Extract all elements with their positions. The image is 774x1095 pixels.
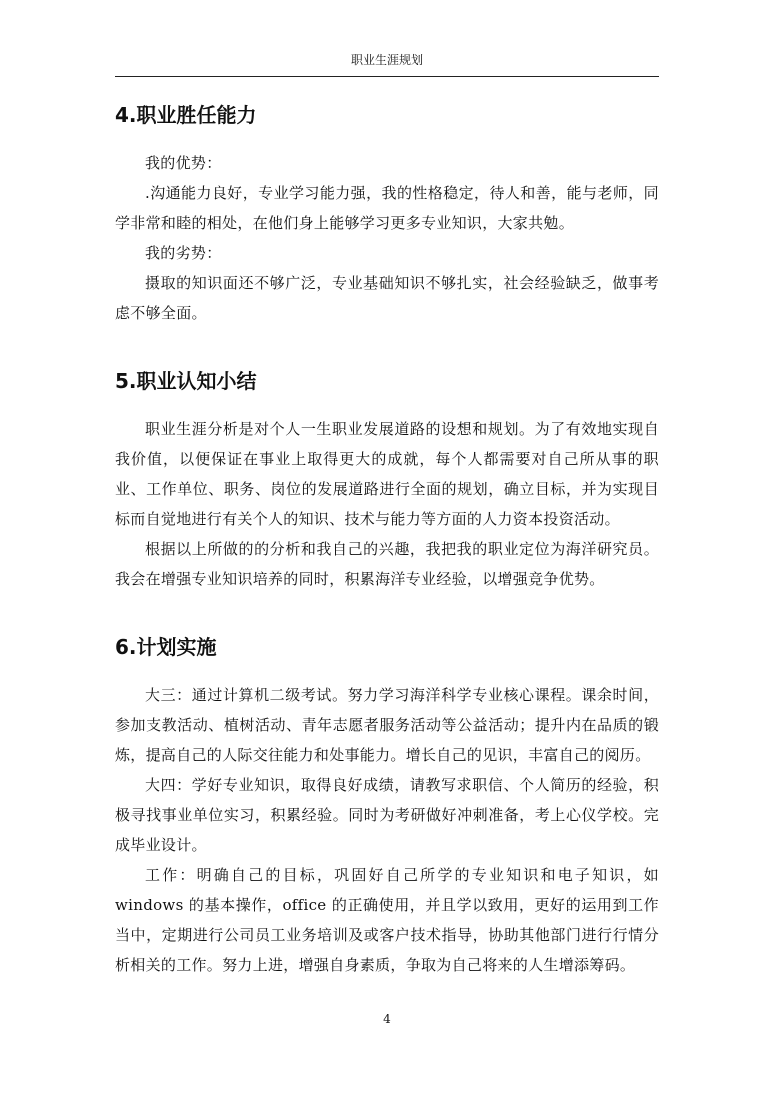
strengths-text: .沟通能力良好，专业学习能力强，我的性格稳定，待人和善，能与老师，同学非常和睦的相处，在他们身上能够学习更多专业知识，大家共勉。	[115, 184, 659, 232]
summary-paragraph: 根据以上所做的的分析和我自己的兴趣，我把我的职业定位为海洋研究员。我会在增强专业知识培养的同时，积累海洋专业经验，以增强竞争优势。	[115, 540, 659, 588]
section-title: 5.职业认知小结	[115, 369, 257, 393]
summary-paragraph: 职业生涯分析是对个人一生职业发展道路的设想和规划。为了有效地实现自我价值，以便保证在事业上取得更大的成就，每个人都需要对自己所从事的职业、工作单位、职务、岗位的发展道路进行全面的规划，确立目标，并为实现目标而自觉地进行有关个人的知识、技术与能力等方面的人力资本投资活动。	[115, 420, 659, 528]
plan-paragraph: 大四：学好专业知识，取得良好成绩，请教写求职信、个人简历的经验，积极寻找事业单位实习，积累经验。同时为考研做好冲刺准备，考上心仪学校。完成毕业设计。	[115, 776, 659, 854]
page-number: 4	[383, 1012, 391, 1026]
plan-paragraph: 大三：通过计算机二级考试。努力学习海洋科学专业核心课程。课余时间，参加支教活动、植树活动、青年志愿者服务活动等公益活动；提升内在品质的锻炼，提高自己的人际交往能力和处事能力。增长自己的见识，丰富自己的阅历。	[115, 686, 659, 764]
section-plan	[115, 632, 659, 980]
section-title: 6.计划实施	[115, 635, 217, 659]
plan-paragraph: 工作：明确自己的目标，巩固好自己所学的专业知识和电子知识，如 windows 的基本操作，office 的正确使用，并且学以致用，更好的运用到工作当中，定期进行公司员工业务培训及或客户技术指导，协助其他部门进行行情分析相关的工作。努力上进，增强自身素质，争取为自己将来的人生增添筹码。	[115, 866, 659, 974]
weaknesses-label: 我的劣势：	[145, 244, 222, 262]
page-header: 职业生涯规划	[350, 53, 423, 67]
weaknesses-text: 摄取的知识面还不够广泛，专业基础知识不够扎实，社会经验缺乏，做事考虑不够全面。	[115, 274, 659, 322]
section-title: 4.职业胜任能力	[115, 103, 257, 127]
section-competence	[115, 100, 659, 328]
strengths-label: 我的优势：	[145, 154, 222, 172]
document-body	[115, 86, 659, 980]
header-rule	[115, 76, 659, 77]
section-summary	[115, 366, 659, 594]
